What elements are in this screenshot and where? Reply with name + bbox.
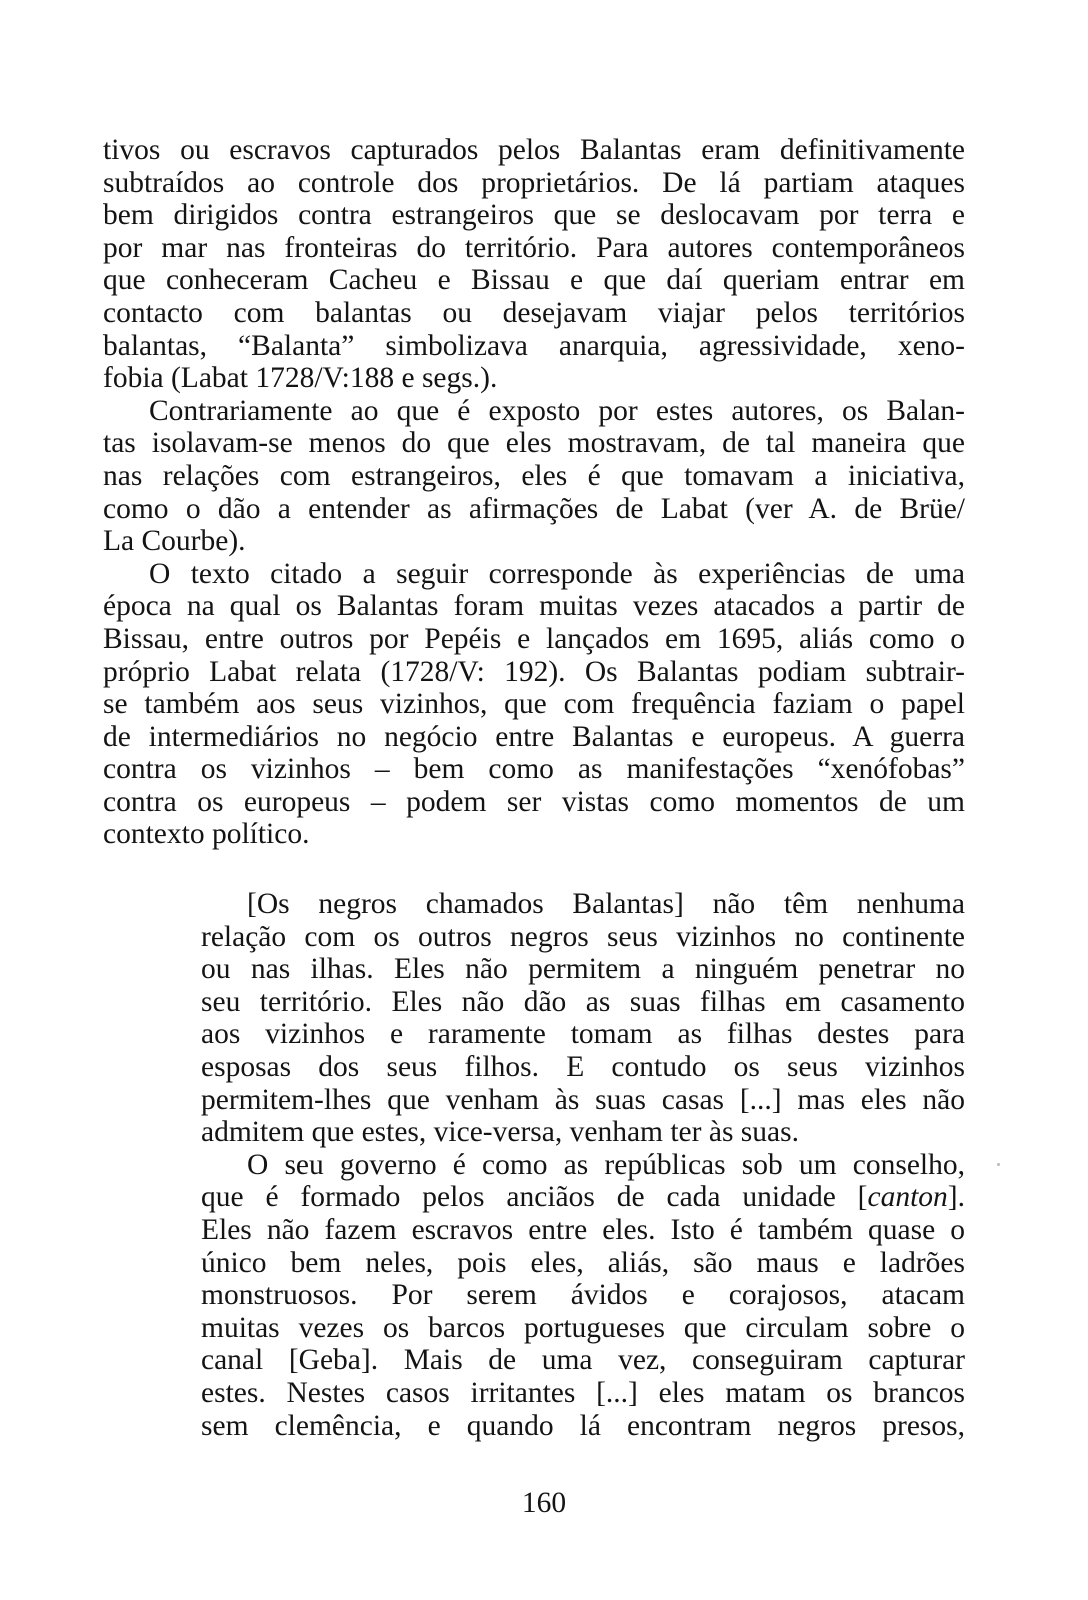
body-text xyxy=(103,134,965,851)
body-p1-line: fobia (Labat 1728/V:188 e segs.). xyxy=(103,362,498,395)
quote-p1-line: aos vizinhos e raramente tomam as filhas destes para xyxy=(201,1018,965,1051)
body-p3-line: contra os vizinhos – bem como as manifestações “xenófobas” xyxy=(103,753,965,786)
quote-p1-line: ou nas ilhas. Eles não permitem a ninguém penetrar no xyxy=(201,953,965,986)
body-p1-line: por mar nas fronteiras do território. Para autores contemporâneos xyxy=(103,231,965,264)
quote-p1-line: esposas dos seus filhos. E contudo os seus vizinhos xyxy=(201,1050,965,1083)
quote-p2-line: Eles não fazem escravos entre eles. Isto é também quase o xyxy=(201,1213,965,1246)
body-p1-line: bem dirigidos contra estrangeiros que se deslocavam por terra e xyxy=(103,199,965,232)
body-p3-line: de intermediários no negócio entre Balantas e europeus. A guerra xyxy=(103,720,965,753)
italic-term: canton xyxy=(867,1181,948,1214)
body-p2-line: Contrariamente ao que é exposto por estes autores, os Balan- xyxy=(149,394,965,427)
quote-p2-line: monstruosos. Por serem ávidos e corajosos, atacam xyxy=(201,1279,965,1312)
scan-speck xyxy=(997,1163,1000,1166)
page-number: 160 xyxy=(521,1487,567,1519)
body-p2-line: La Courbe). xyxy=(103,525,246,558)
body-p3-line: época na qual os Balantas foram muitas vezes atacados a partir de xyxy=(103,590,965,623)
quote-p2-line: sem clemência, e quando lá encontram negros presos, xyxy=(201,1409,965,1442)
quote-p1-line: admitem que estes, vice-versa, venham ter às suas. xyxy=(201,1116,799,1149)
body-p2-line: como o dão a entender as afirmações de Labat (ver A. de Brüe/ xyxy=(103,492,965,525)
quote-p2-line: estes. Nestes casos irritantes [...] eles matam os brancos xyxy=(201,1376,965,1409)
quote-p2-line: que é formado pelos anciãos de cada unidade [canton]. xyxy=(201,1181,965,1214)
quote-p2-line: muitas vezes os barcos portugueses que circulam sobre o xyxy=(201,1311,965,1344)
quote-p1-line: relação com os outros negros seus vizinhos no continente xyxy=(201,920,965,953)
body-p3-line: contexto político. xyxy=(103,818,310,851)
quote-p2-line: canal [Geba]. Mais de uma vez, conseguiram capturar xyxy=(201,1344,965,1377)
body-p3-line: próprio Labat relata (1728/V: 192). Os Balantas podiam subtrair- xyxy=(103,655,965,688)
body-p3-line: O texto citado a seguir corresponde às experiências de uma xyxy=(149,557,965,590)
body-p3-line: Bissau, entre outros por Pepéis e lançados em 1695, aliás como o xyxy=(103,622,965,655)
body-p3-line: contra os europeus – podem ser vistas como momentos de um xyxy=(103,785,965,818)
body-p2-line: tas isolavam-se menos do que eles mostravam, de tal maneira que xyxy=(103,427,965,460)
quote-p2-line: O seu governo é como as repúblicas sob um conselho, xyxy=(247,1148,965,1181)
quote-p1-line: [Os negros chamados Balantas] não têm nenhuma xyxy=(247,888,965,920)
body-p1-line: balantas, “Balanta” simbolizava anarquia, agressividade, xeno- xyxy=(103,329,965,362)
body-p1-line: que conheceram Cacheu e Bissau e que daí queriam entrar em xyxy=(103,264,965,297)
block-quote xyxy=(201,888,965,1442)
body-p1-line: subtraídos ao controle dos proprietários. De lá partiam ataques xyxy=(103,166,965,199)
quote-p1-line: permitem-lhes que venham às suas casas [...] mas eles não xyxy=(201,1083,965,1116)
body-p2-line: nas relações com estrangeiros, eles é que tomavam a iniciativa, xyxy=(103,459,965,492)
body-p1-line: contacto com balantas ou desejavam viajar pelos territórios xyxy=(103,296,965,329)
quote-p2-line: único bem neles, pois eles, aliás, são maus e ladrões xyxy=(201,1246,965,1279)
quote-p1-line: seu território. Eles não dão as suas filhas em casamento xyxy=(201,985,965,1018)
body-p3-line: se também aos seus vizinhos, que com frequência faziam o papel xyxy=(103,688,965,721)
body-p1-line: tivos ou escravos capturados pelos Balantas eram definitivamente xyxy=(103,134,965,166)
